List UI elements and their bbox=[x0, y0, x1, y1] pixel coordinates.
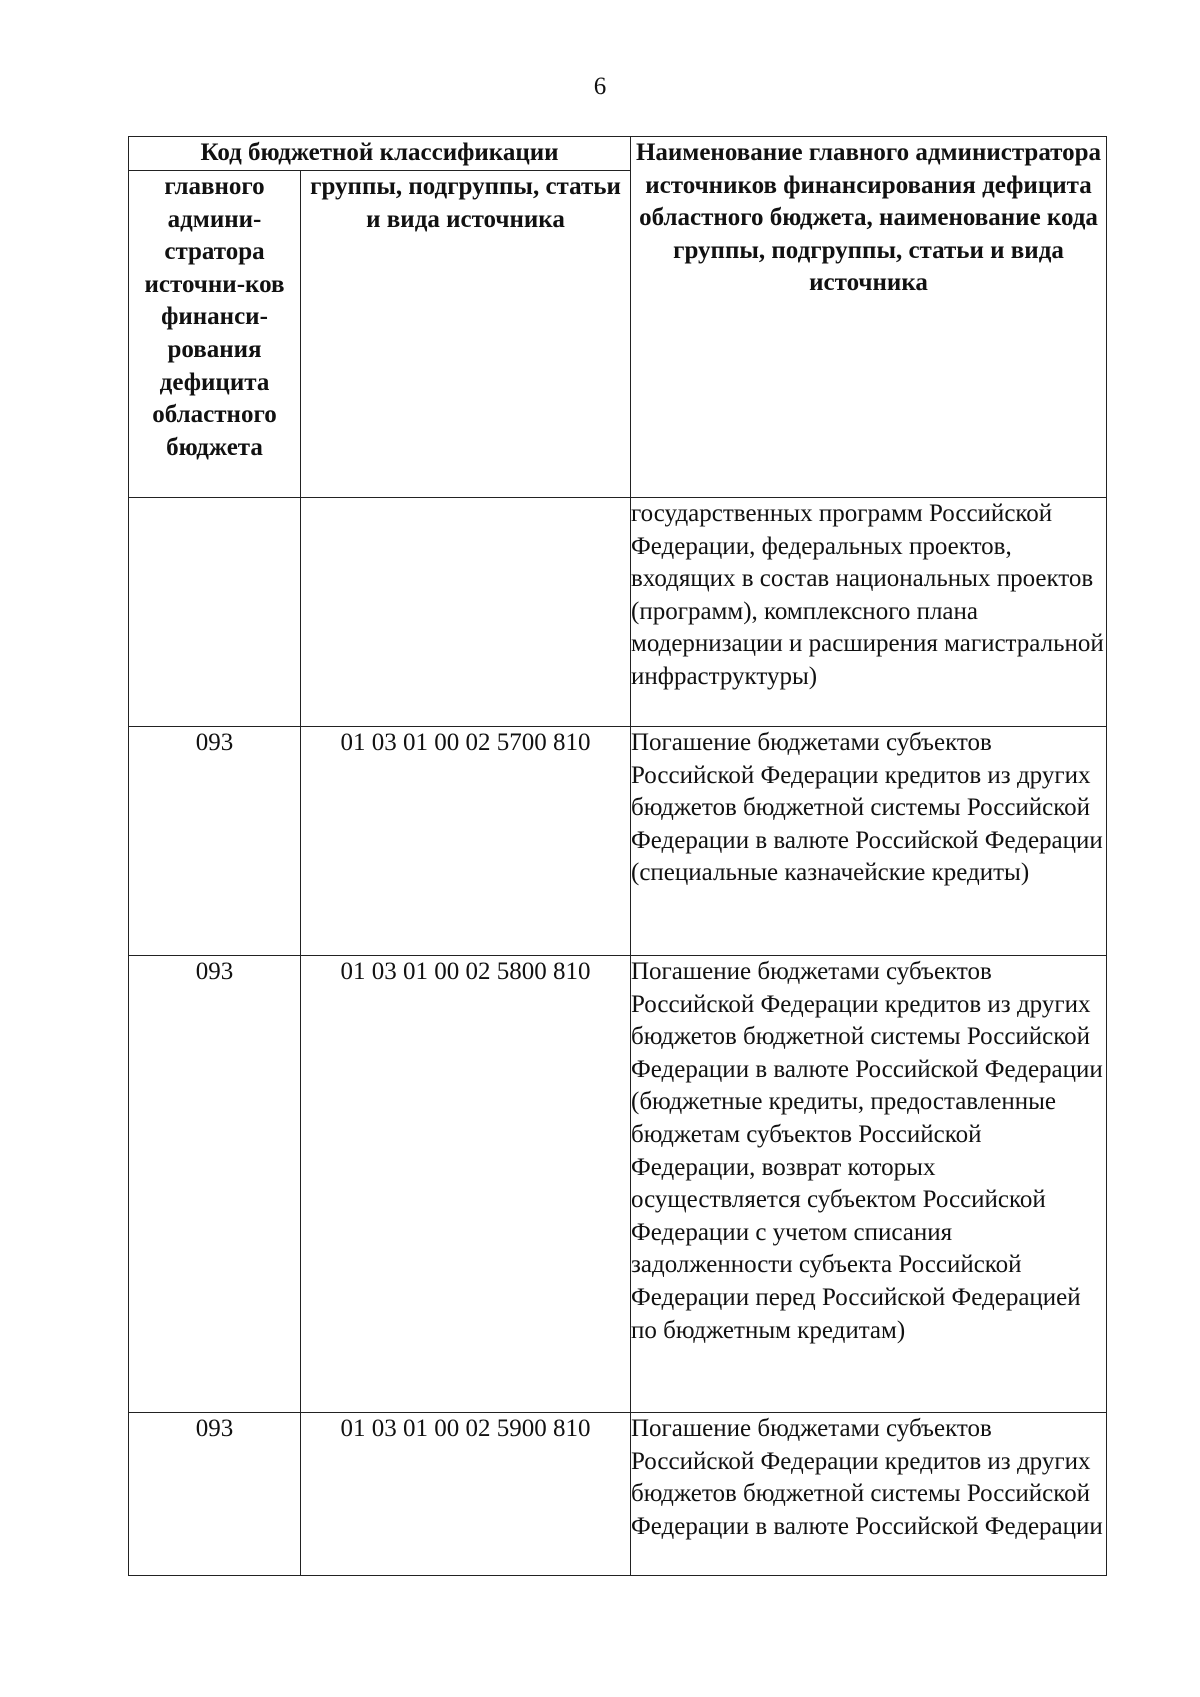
table-row bbox=[129, 498, 1107, 727]
admin-code-cell bbox=[129, 498, 301, 727]
admin-code-cell: 093 bbox=[129, 727, 301, 956]
admin-code-cell: 093 bbox=[129, 1413, 301, 1576]
table-row bbox=[129, 1413, 1107, 1576]
table-row bbox=[129, 956, 1107, 1413]
source-name-cell: Погашение бюджетами субъектов Российской Федерации кредитов из других бюджетов бюджетной системы Российской Федерации в валюте Российской Федерации (специальные казначейские кредиты) bbox=[631, 727, 1107, 956]
table-header bbox=[129, 137, 1107, 498]
source-name-cell: Погашение бюджетами субъектов Российской Федерации кредитов из других бюджетов бюджетной системы Российской Федерации в валюте Российской Федерации bbox=[631, 1413, 1107, 1576]
admin-code-cell: 093 bbox=[129, 956, 301, 1413]
source-code-cell bbox=[301, 498, 631, 727]
header-budget-code-group: Код бюджетной классификации bbox=[129, 137, 631, 171]
source-name-cell: Погашение бюджетами субъектов Российской Федерации кредитов из других бюджетов бюджетной системы Российской Федерации в валюте Российской Федерации (бюджетные кредиты, предоставленные бюджетам субъектов Российской Федерации, возврат которых осуществляется субъектом Российской Федерации с учетом списания задолженности субъекта Российской Федерации перед Российской Федерацией по бюджетным кредитам) bbox=[631, 956, 1107, 1413]
header-admin-column: главного админи-стратора источни-ков финанси-рования дефицита областного бюджета bbox=[129, 171, 301, 498]
source-code-cell: 01 03 01 00 02 5900 810 bbox=[301, 1413, 631, 1576]
budget-classification-table bbox=[128, 136, 1107, 1576]
header-code-column: группы, подгруппы, статьи и вида источника bbox=[301, 171, 631, 498]
header-name-column: Наименование главного администратора источников финансирования дефицита областного бюджета, наименование кода группы, подгруппы, статьи и вида источника bbox=[631, 137, 1107, 498]
source-name-cell: государственных программ Российской Федерации, федеральных проектов, входящих в состав национальных проектов (программ), комплексного плана модернизации и расширения магистральной инфраструктуры) bbox=[631, 498, 1107, 727]
source-code-cell: 01 03 01 00 02 5800 810 bbox=[301, 956, 631, 1413]
table-body bbox=[129, 498, 1107, 1576]
source-code-cell: 01 03 01 00 02 5700 810 bbox=[301, 727, 631, 956]
page-number: 6 bbox=[593, 73, 607, 100]
table-row bbox=[129, 727, 1107, 956]
